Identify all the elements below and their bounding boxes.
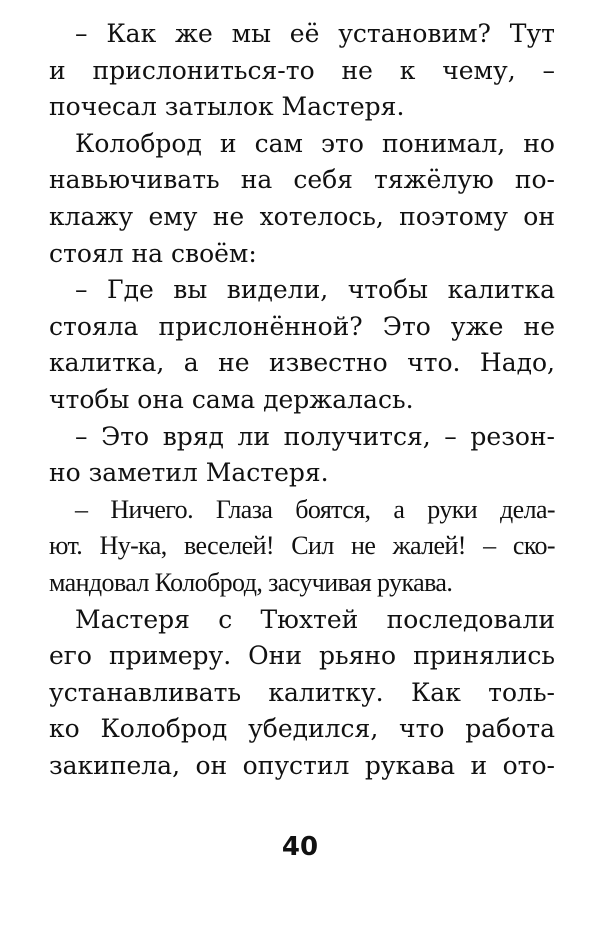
text-line: чтобы она сама держалась. [49,384,414,414]
text-line: почесал затылок Мастеря. [49,92,405,122]
text-line: – Это вряд ли получится, – резон- [75,421,555,451]
text-line: стоял на своём: [49,238,257,268]
text-line: Колоброд и сам это понимал, но [75,128,555,158]
text-line: устанавливать калитку. Как толь- [49,677,555,707]
text-line: стояла прислонённой? Это уже не [49,311,555,341]
text-line: навьючивать на себя тяжёлую по- [49,165,555,195]
text-line: ко Колоброд убедился, что работа [49,714,555,744]
text-line: – Ничего. Глаза боятся, а руки дела- [75,494,555,524]
text-line: закипела, он опустил рукава и ото- [49,750,555,780]
page-text [49,16,555,784]
page-number: 40 [281,832,319,862]
text-line: Мастеря с Тюхтей последовали [75,604,555,634]
text-line: ют. Ну-ка, веселей! Сил не жалей! – ско- [49,531,555,561]
text-line: и прислониться-то не к чему, – [49,55,555,85]
text-line: мандовал Колоброд, засучивая рукава. [49,567,453,597]
text-line: но заметил Мастеря. [49,458,329,488]
text-line: его примеру. Они рьяно принялись [49,641,555,671]
text-line: клажу ему не хотелось, поэтому он [49,201,555,231]
text-line: калитка, а не известно что. Надо, [49,348,555,378]
text-line: – Где вы видели, чтобы калитка [75,275,555,305]
text-line: – Как же мы её установим? Тут [75,19,555,48]
